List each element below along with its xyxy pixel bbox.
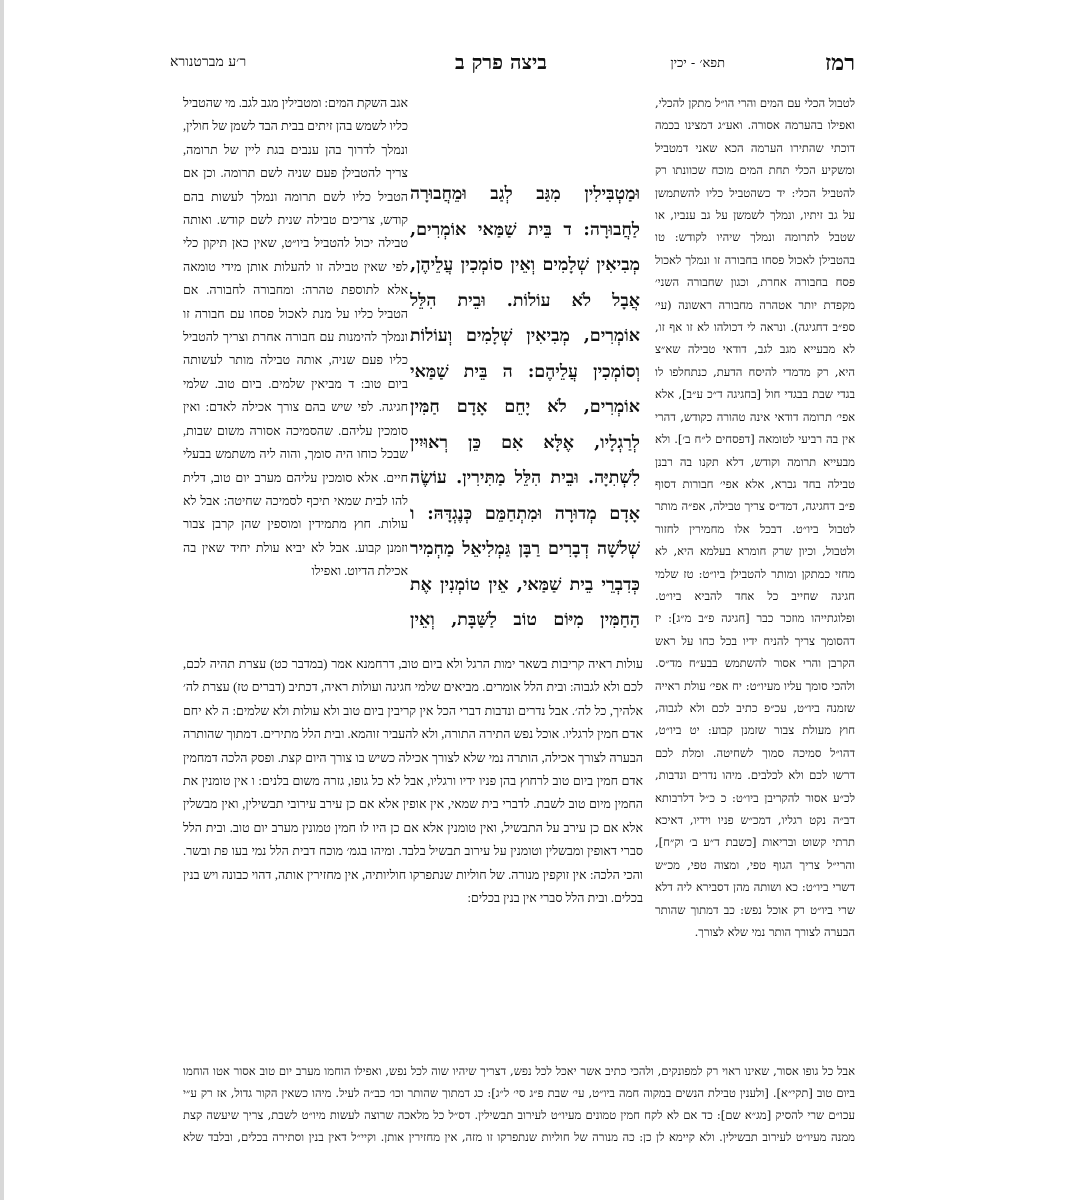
page-edge <box>0 0 4 1200</box>
tosafot-bottom-text: אבל כל גופו אסור, שאינו ראוי רק למפונקים, ולהכי כתיב אשר יאכל לכל נפש, דצריך שיהיו שוה לכל נפש, ואפילו הוחמו מערב יום טוב אסור אטו הוחמו ביום טוב [תקי״א]. [ולענין טבילת הנשים במקוה חמה ביו״ט, עי׳ שבת פ״ג סי׳ ל״ג]: כג דמתוך שהותר וכו׳ כב״ה לעיל. מיהו כשאין הקור גדול, אז רק ע״י עכו״ם שרי להסיק [מג״א שם]: כד אם לא לקח חמין טמונים מעיו״ט לעירוב תבשילין. דס״ל כל מלאכה שרוצה לעשות מיו״ט לשבת, צריך שיעשה קצת ממנה מעיו״ט לעירוב תבשילין. ולא קיימא לן כן: כה מנורה של חוליות שנתפרקו זו מזה, אין מחזירין אותן. וקיי״ל דאין בנין וסתירה בכלים, ובלבד שלא <box>183 1064 855 1144</box>
tosafot-bottom-block <box>183 1060 855 1150</box>
page-header <box>170 50 855 80</box>
tosafot-text: לטבול הכלי עם המים והרי הו״ל מתקן להכלי, ואפילו בהערמה אסורה. ואע״ג דמצינו בכמה דוכתי שהתירו הערמה הכא שאני דמטביל ומשקיע הכלי תחת המים מוכח שכוונתו רק להטביל הכלי: יד כשהטביל כליו להשתמשן על גב זיתיו, ונמלך לשמשן על גב ענביו, או שטבל לתרומה ונמלך שיהיו לקודש: טו בהטבילן לאכול פסחו בחבורה זו ונמלך לאכול פסח בחבורה אחרת, וכגון שחבורה השני׳ מקפדת יותר אטהרה מחבורה ראשונה (עי׳ ספ״ב דחגיגה). ונראה לי דכולהו לא זו אף זו, לא מבעייא מגב לגב, דודאי טבילה שא״צ היא, רק מדמדי להיסח הדעת, כנתחלפו לו בגדי שבת בבגדי חול [בחגיגה ד״כ ע״ב], אלא אפי׳ תרומה דודאי אינה טהורה כקודש, דהרי אין בה רביעי לטומאה [דפסחים ל״ח ב׳]. ולא מבעייא תרומה וקודש, דלא תקנו בה רבנן טבילה בחד גברא, אלא אפי׳ חבורות דסוף פ״ב דחגיגה, דמד״ס צריך טבילה, אפ״ה מותר לטבול ביו״ט. דבכל אלו מחמירין לחזור ולטבול, וכיון שרק חומרא בעלמא היא, לא מחזי כמתקן ומותר להטבילן ביו״ט: טז שלמי חגיגה שחייב כל אחד להביא ביו״ט. ופלוגתייהו מוזכר כבר [חגיגה פ״ב מ״ג]: יז דהסומך צריך להניח ידיו בכל כחו על ראש הקרבן והרי אסור להשתמש בבע״ח מד״ס. ולהכי סומך עליו מעיו״ט: יח אפי׳ עולת ראייה שזמנה ביו״ט, עכ״פ כתיב לכם ולא לגבוה, חוץ מעולת צבור שזמנן קבוע: יט ביו״ט, דהו״ל סמיכה סמוך לשחיטה. ומלת לכם דרשו לכם ולא לכלבים. מיהו נדרים ונדבות, לכ״ע אסור להקריבן ביו״ט: כ כ״ל דלרבותא דב״ה נקט רגליו, דמכ״ש פניו וידיו, דאיכא תרתי קשוט ובריאות [כשבת ד״ע ב׳ וק״ח], והרי״ל צריך הגוף טפי, ומצוה טפי, מכ״ש דשרי ביו״ט: כא ושותה מהן דסבירא ליה דלא שרי ביו״ט רק אוכל נפש: כב דמתוך שהותר הבערה לצורך הותר נמי שלא לצורך. <box>655 96 855 940</box>
mishnah-text: וּמַטְבִּילִין מִגַּב לְגַב וּמֵחֲבוּרָה לַחֲבוּרָה: ד בֵּית שַׁמַּאי אוֹמְרִים, מְבִיאִין שְׁלָמִים וְאֵין סוֹמְכִין עֲלֵיהֶן, אֲבָל לֹא עוֹלוֹת. וּבֵית הִלֵּל אוֹמְרִים, מְבִיאִין שְׁלָמִים וְעוֹלוֹת וְסוֹמְכִין עֲלֵיהֶם: ה בֵּית שַׁמַּאי אוֹמְרִים, לֹא יָחֵם אָדָם חַמִּין לְרַגְלָיו, אֶלָּא אִם כֵּן רְאוּיִין לִשְׁתִיָּה. וּבֵית הִלֵּל מַתִּירִין. עוֹשֶׂה אָדָם מְדוּרָה וּמִתְחַמֵּם כְּנֶגְדָּהּ: ו שְׁלשָׁה דְבָרִים רַבָּן גַּמְלִיאֵל מַחְמִיר כְּדִבְרֵי בֵית שַׁמַּאי, אֵין טוֹמְנִין אֶת הַחַמִּין מִיּוֹם טוֹב לַשַּׁבָּת, וְאֵין <box>410 184 640 630</box>
mishnah-column <box>410 177 640 647</box>
bartenura-wide-block <box>183 653 643 1053</box>
tosafot-yom-tov-column <box>655 92 855 1037</box>
bartenura-wide-text: עולות ראיה קריבות בשאר ימות הרגל ולא ביום טוב, דרחמנא אמר (במדבר כט) עצרת תהיה לכם, לכם ולא לגבוה: ובית הלל אומרים. מביאים שלמי חגיגה ועולות ראיה, דכתיב (דברים טז) עצרת לה׳ אלהיך, כל לה׳. אבל נדרים ונדבות דברי הכל אין קריבין ביום טוב ולא עולות ולא שלמים: ה לא יחם אדם חמין לרגליו. אוכל נפש התירה התורה, ולא להעביר זוהמא. ובית הלל מתירים. דמתוך שהותרה הבערה לצורך אכילה, הותרה נמי שלא לצורך אכילה כשיש בו צורך היום קצת. ופסק הלכה דמחמין אדם חמין ביום טוב לרחוץ בהן פניו ידיו ורגליו, אבל לא כל גופו, גזרה משום בלנים: ו אין טומנין את החמין מיום טוב לשבת. לדברי בית שמאי, אין אופין אלא אם כן עירב עירובי תבשילין, ואין מבשלין אלא אם כן עירב על התבשיל, ואין טומנין אלא אם כן היו לו חמין טמונין מערב יום טוב. ובית הלל סברי דאופין ומבשלין וטומנין על עירוב תבשיל בלבד. ומיהו בגמ׳ מוכח דבית הלל נמי בעו פת ובשר. והכי הלכה: אין זוקפין מנורה. של חוליות שנתפרקו חוליותיה, אין מחזירין אותה, דהוי כבונה ויש בנין בכלים. ובית הלל סברי אין בנין בכלים: <box>183 657 643 906</box>
tractate-chapter-title: ביצה פרק ב <box>455 50 547 74</box>
page-number: רמז <box>825 50 855 76</box>
running-numbering: תפא׳ - יכין <box>670 56 725 71</box>
bartenura-text: אגב השקת המים: ומטבילין מגב לגב. מי שהטביל כליו לשמש בהן זיתים בבית הבד לשמן של חולין, ונמלך לדרוך בהן ענבים בגת ליין של תרומה, צריך להטבילן פעם שניה לשם תרומה. וכן אם הטביל כליו לשם תרומה ונמלך לעשות בהם קודש, צריכים טבילה שנית לשם קודש. ואותה טבילה יכול להטביל ביו״ט, שאין כאן תיקון כלי לפי שאין טבילה זו להעלות אותן מידי טומאה אלא לתוספת טהרה: ומחבורה לחבורה. אם הטביל כליו על מנת לאכול פסחו עם חבורה זו ונמלך להימנות עם חבורה אחרת וצריך להטביל כליו פעם שניה, אותה טבילה מותר לעשותה ביום טוב: ד מביאין שלמים. ביום טוב. שלמי חגיגה. לפי שיש בהם צורך אכילה לאדם: ואין סומכין עליהם. שהסמיכה אסורה משום שבות, שבכל כוחו היה סומך, והוה ליה משתמש בבעלי חיים. אלא סומכין עליהם מערב יום טוב, דלית להו לבית שמאי תיכף לסמיכה שחיטה: אבל לא עולות. חוץ מתמידין ומוספין שהן קרבן צבור וזמנן קבוע. אבל לא יביא עולת יחיד שאין בה אכילת הדיוט. ואפילו <box>183 96 408 579</box>
commentary-title: ר׳ע מברטנורא <box>170 54 247 70</box>
